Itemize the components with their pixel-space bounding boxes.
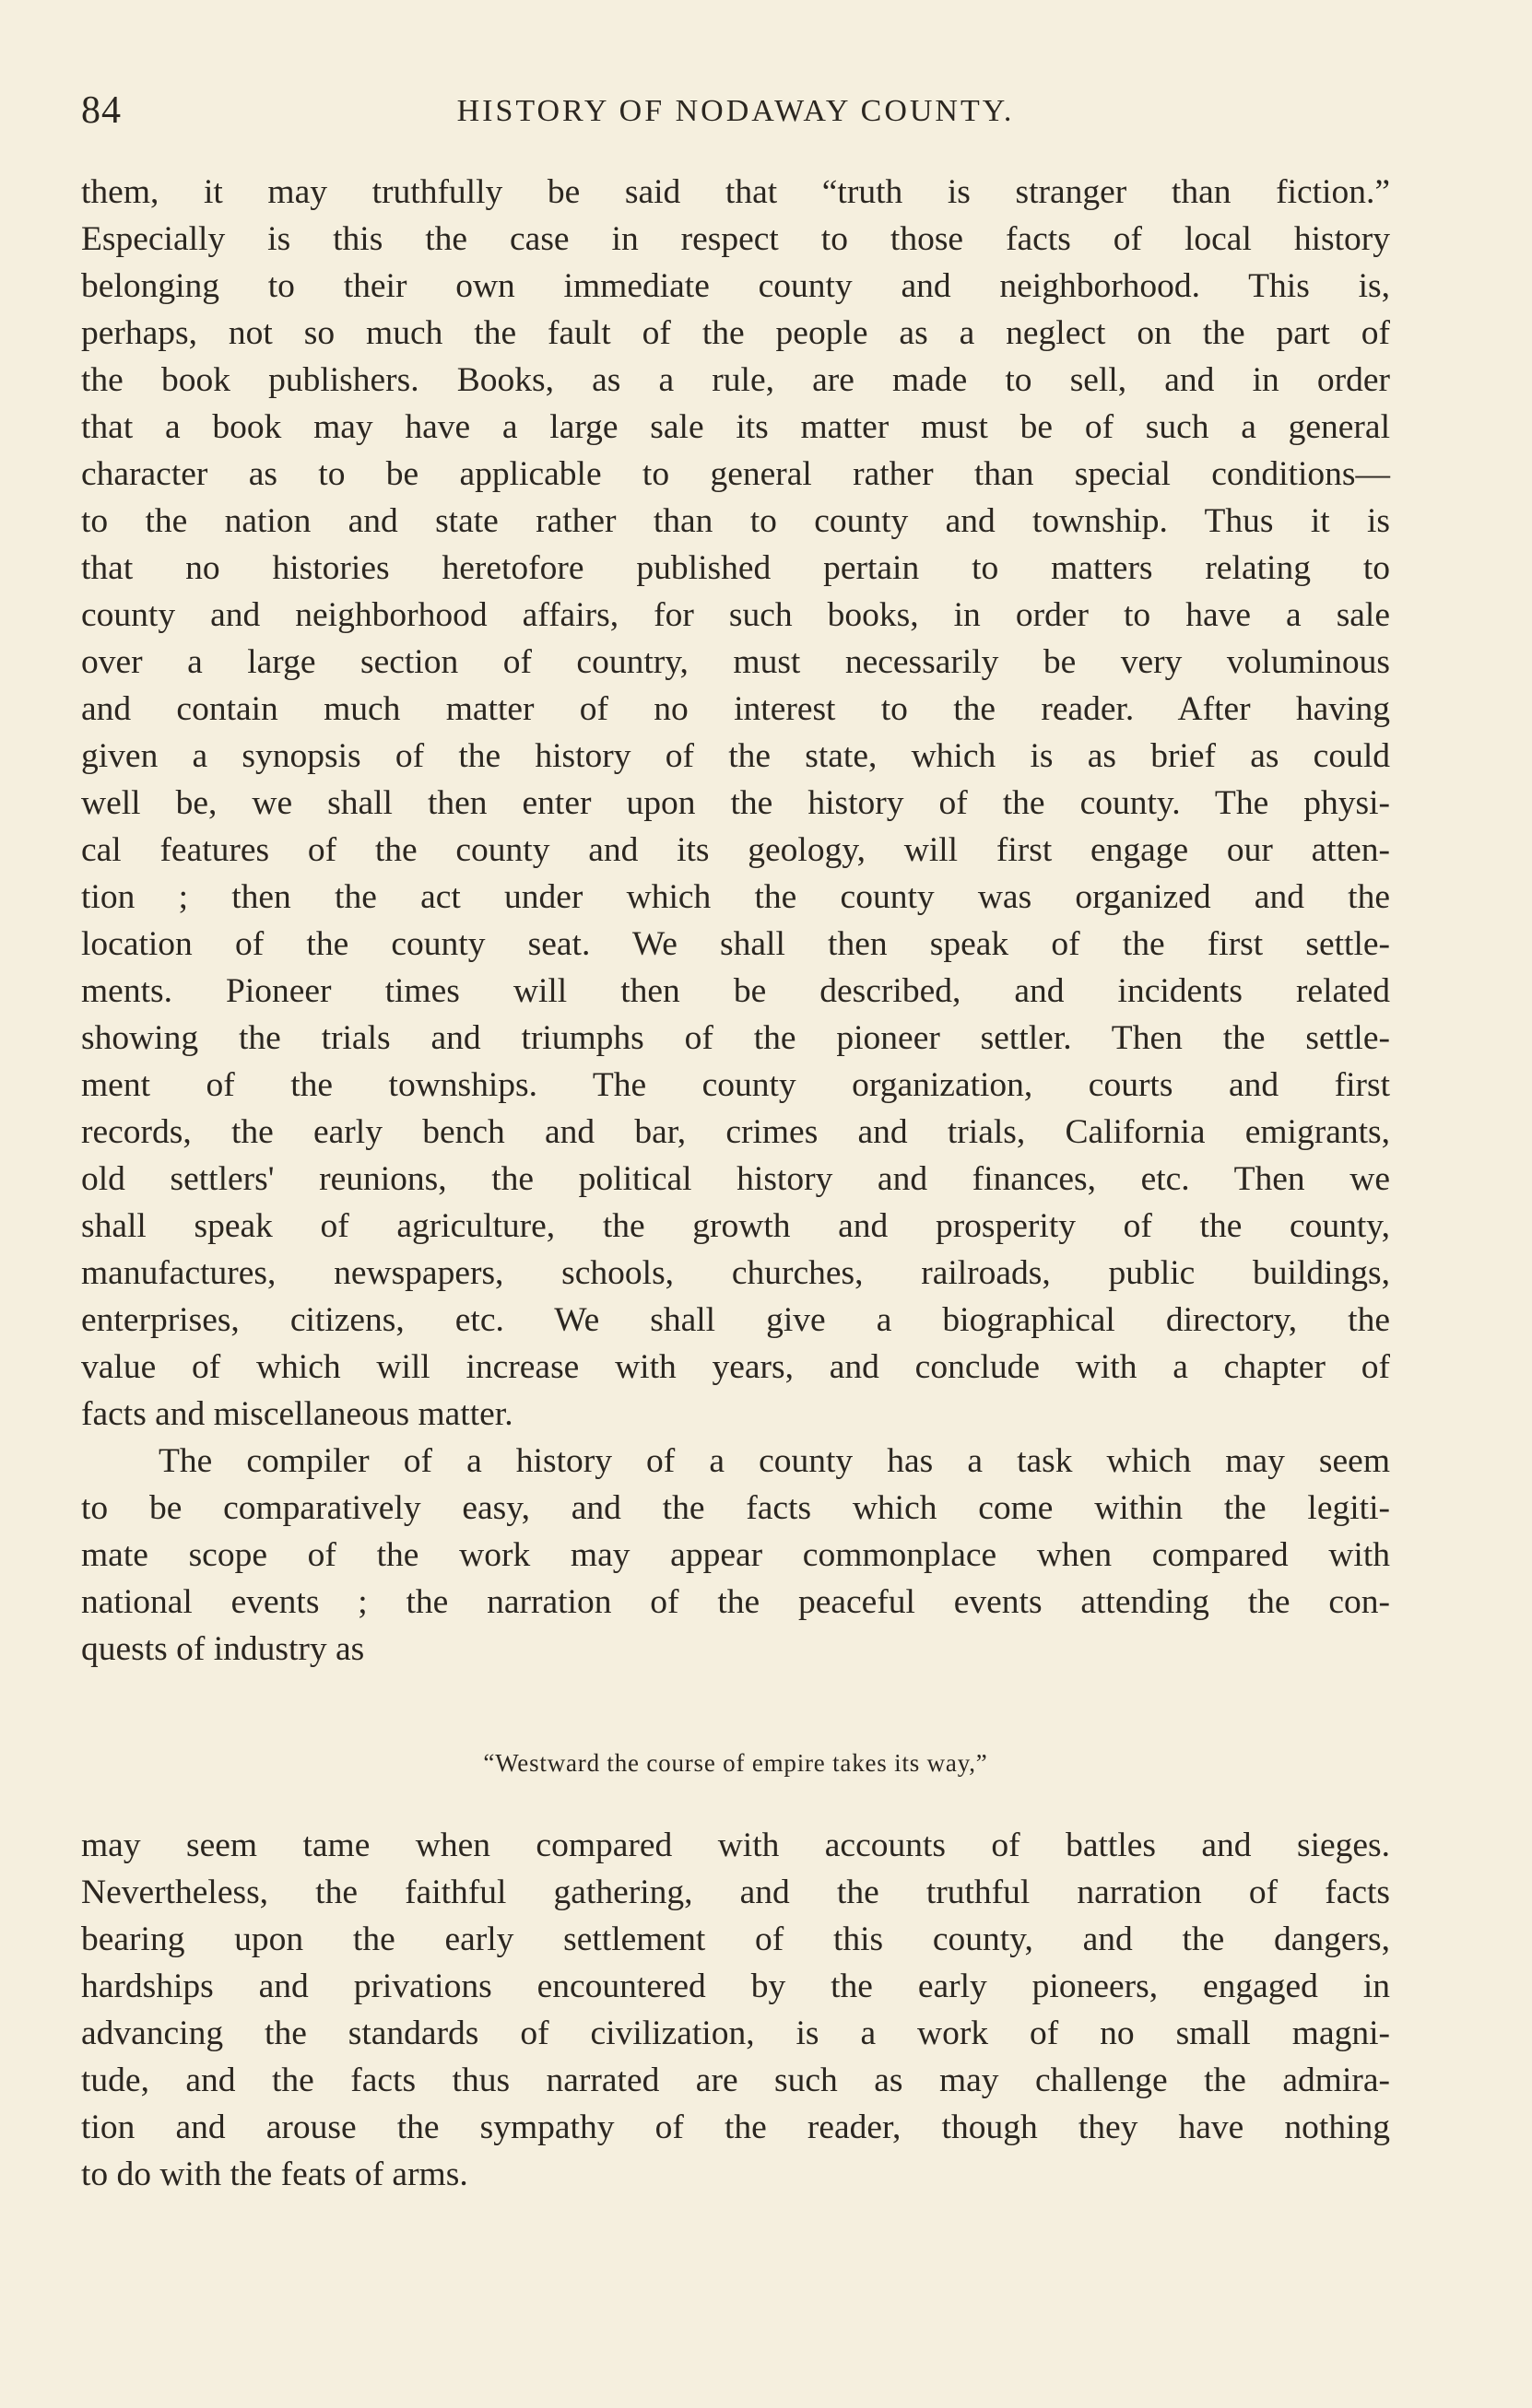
text-line: character as to be applicable to general rather than special conditions— [81,455,1390,493]
text-line: well be, we shall then enter upon the history of the county. The physi- [81,784,1390,822]
text-line: that a book may have a large sale its matter must be of such a general [81,408,1390,446]
page-header [81,88,1390,144]
text-line: ment of the townships. The county organization, courts and first [81,1066,1390,1104]
text-line: ments. Pioneer times will then be described, and incidents related [81,972,1390,1010]
text-line: hardships and privations encountered by the early pioneers, engaged in [81,1968,1390,2005]
running-head: HISTORY OF NODAWAY COUNTY. [456,94,1015,128]
text-line: enterprises, citizens, etc. We shall give a biographical directory, the [81,1301,1390,1339]
text-line: Especially is this the case in respect to those facts of local history [81,220,1390,258]
text-line: to be comparatively easy, and the facts which come within the legiti- [81,1489,1390,1527]
text-line: advancing the standards of civilization, is a work of no small magni- [81,2014,1390,2052]
text-line: to the nation and state rather than to county and township. Thus it is [81,502,1390,540]
text-line: over a large section of country, must necessarily be very voluminous [81,643,1390,681]
text-line: that no histories heretofore published pertain to matters relating to [81,549,1390,587]
text-line: and contain much matter of no interest to the reader. After having [81,690,1390,728]
text-line: cal features of the county and its geology, will first engage our atten- [81,831,1390,869]
text-line: value of which will increase with years, and conclude with a chapter of [81,1348,1390,1386]
text-line: tion ; then the act under which the county was organized and the [81,878,1390,916]
text-line: national events ; the narration of the peaceful events attending the con- [81,1583,1390,1621]
text-line: given a synopsis of the history of the state, which is as brief as could [81,737,1390,775]
page-number: 84 [81,89,122,132]
text-line: records, the early bench and bar, crimes and trials, California emigrants, [81,1113,1390,1151]
text-line: facts and miscellaneous matter. [81,1395,513,1433]
text-line: location of the county seat. We shall then speak of the first settle- [81,925,1390,963]
text-line: may seem tame when compared with accounts of battles and sieges. [81,1827,1390,1864]
block-quote: “Westward the course of empire takes its way,” [483,1749,988,1777]
text-line: quests of industry as [81,1630,365,1668]
text-line: manufactures, newspapers, schools, churches, railroads, public buildings, [81,1254,1390,1292]
text-line: old settlers' reunions, the political history and finances, etc. Then we [81,1160,1390,1198]
text-line: bearing upon the early settlement of this county, and the dangers, [81,1921,1390,1958]
text-line: perhaps, not so much the fault of the people as a neglect on the part of [81,314,1390,352]
text-line: The compiler of a history of a county has a task which may seem [159,1442,1390,1480]
text-line: shall speak of agriculture, the growth and prosperity of the county, [81,1207,1390,1245]
text-line: county and neighborhood affairs, for such books, in order to have a sale [81,596,1390,634]
text-line: tude, and the facts thus narrated are such as may challenge the admira- [81,2061,1390,2099]
text-line: the book publishers. Books, as a rule, are made to sell, and in order [81,361,1390,399]
text-line: belonging to their own immediate county and neighborhood. This is, [81,267,1390,305]
text-line: them, it may truthfully be said that “truth is stranger than fiction.” [81,173,1390,211]
text-line: showing the trials and triumphs of the pioneer settler. Then the settle- [81,1019,1390,1057]
text-line: Nevertheless, the faithful gathering, and the truthful narration of facts [81,1874,1390,1911]
text-line: mate scope of the work may appear commonplace when compared with [81,1536,1390,1574]
text-line: tion and arouse the sympathy of the reader, though they have nothing [81,2108,1390,2146]
text-line: to do with the feats of arms. [81,2155,468,2193]
